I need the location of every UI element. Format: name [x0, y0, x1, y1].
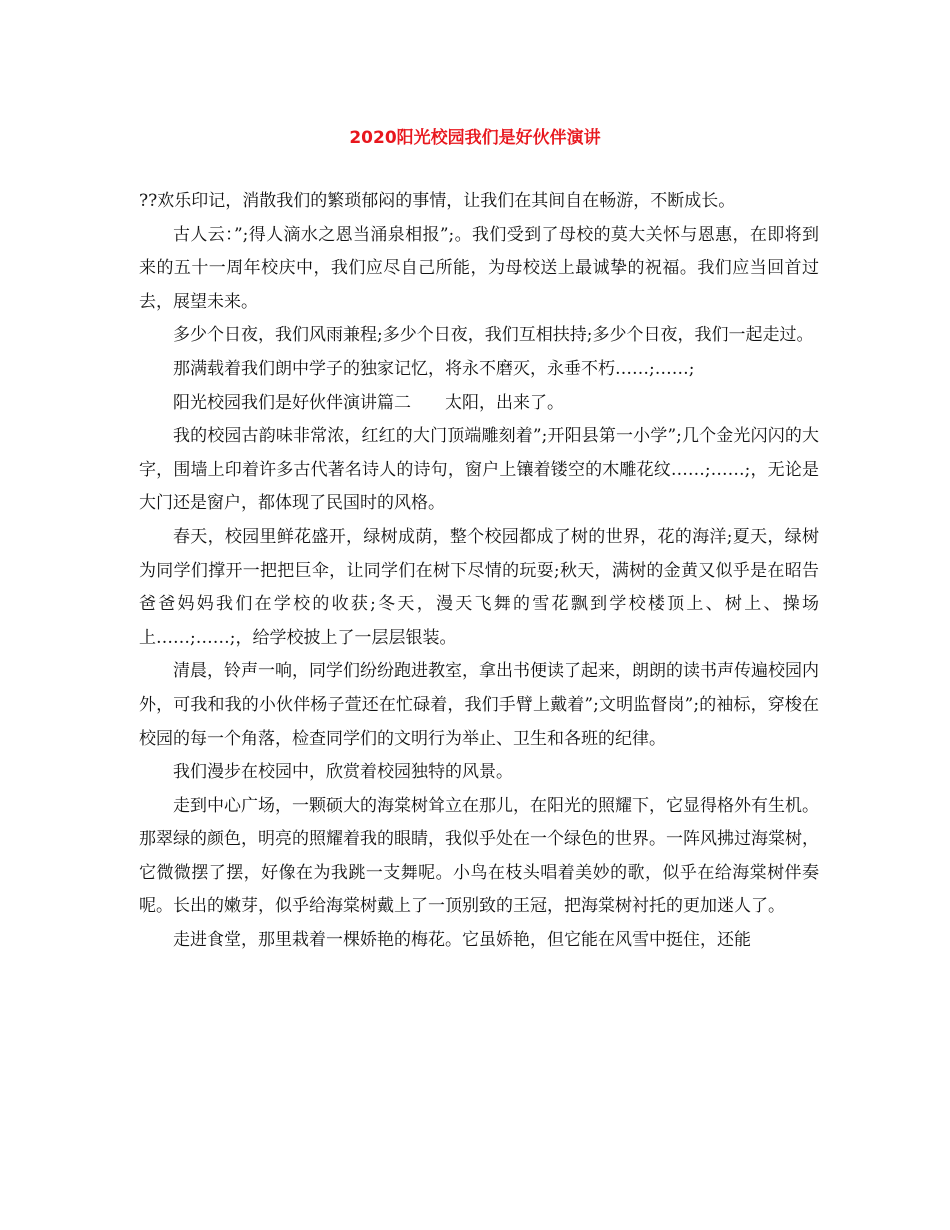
paragraph: 走到中心广场，一颗硕大的海棠树耸立在那儿，在阳光的照耀下，它显得格外有生机。那翠绿的颜色，明亮的照耀着我的眼睛，我似乎处在一个绿色的世界。一阵风拂过海棠树，它微微摆了摆，好像在为我跳一支舞呢。小鸟在枝头唱着美妙的歌，似乎在给海棠树伴奏呢。长出的嫩芽，似乎给海棠树戴上了一顶别致的王冠，把海棠树衬托的更加迷人了。	[139, 795, 819, 917]
paragraph: ??欢乐印记，消散我们的繁琐郁闷的事情，让我们在其间自在畅游，不断成长。	[139, 191, 736, 211]
paragraph: 清晨，铃声一响，同学们纷纷跑进教室，拿出书便读了起来，朗朗的读书声传遍校园内外，可我和我的小伙伴杨子萱还在忙碌着，我们手臂上戴着”;文明监督岗”;的袖标，穿梭在校园的每一个角落，检查同学们的文明行为举止、卫生和各班的纪律。	[139, 661, 819, 749]
paragraph: 我们漫步在校园中，欣赏着校园独特的风景。	[173, 762, 513, 783]
paragraph: 那满载着我们朗中学子的独家记忆，将永不磨灭，永垂不朽……;……;	[173, 358, 695, 379]
document-body	[139, 185, 819, 958]
paragraph: 春天，校园里鲜花盛开，绿树成荫，整个校园都成了树的世界，花的海洋;夏天，绿树为同学们撑开一把把巨伞，让同学们在树下尽情的玩耍;秋天，满树的金黄又似乎是在昭告爸爸妈妈我们在学校的收获;冬天，漫天飞舞的雪花飘到学校楼顶上、树上、操场上……;……;，给学校披上了一层层银装。	[139, 526, 819, 648]
paragraph: 多少个日夜，我们风雨兼程;多少个日夜，我们互相扶持;多少个日夜，我们一起走过。	[173, 325, 814, 346]
document-title: 2020阳光校园我们是好伙伴演讲	[349, 128, 601, 148]
paragraph: 我的校园古韵味非常浓，红红的大门顶端雕刻着”;开阳县第一小学”;几个金光闪闪的大字，围墙上印着许多古代著名诗人的诗句，窗户上镶着镂空的木雕花纹……;……;，无论是大门还是窗户，都体现了民国时的风格。	[139, 426, 819, 514]
paragraph: 走进食堂，那里栽着一棵娇艳的梅花。它虽娇艳，但它能在风雪中挺住，还能	[173, 930, 751, 951]
paragraph: 古人云：”;得人滴水之恩当涌泉相报”;。我们受到了母校的莫大关怀与恩惠，在即将到来的五十一周年校庆中，我们应尽自己所能，为母校送上最诚挚的祝福。我们应当回首过去，展望未来。	[139, 224, 819, 312]
paragraph: 阳光校园我们是好伙伴演讲篇二 太阳，出来了。	[173, 392, 564, 413]
